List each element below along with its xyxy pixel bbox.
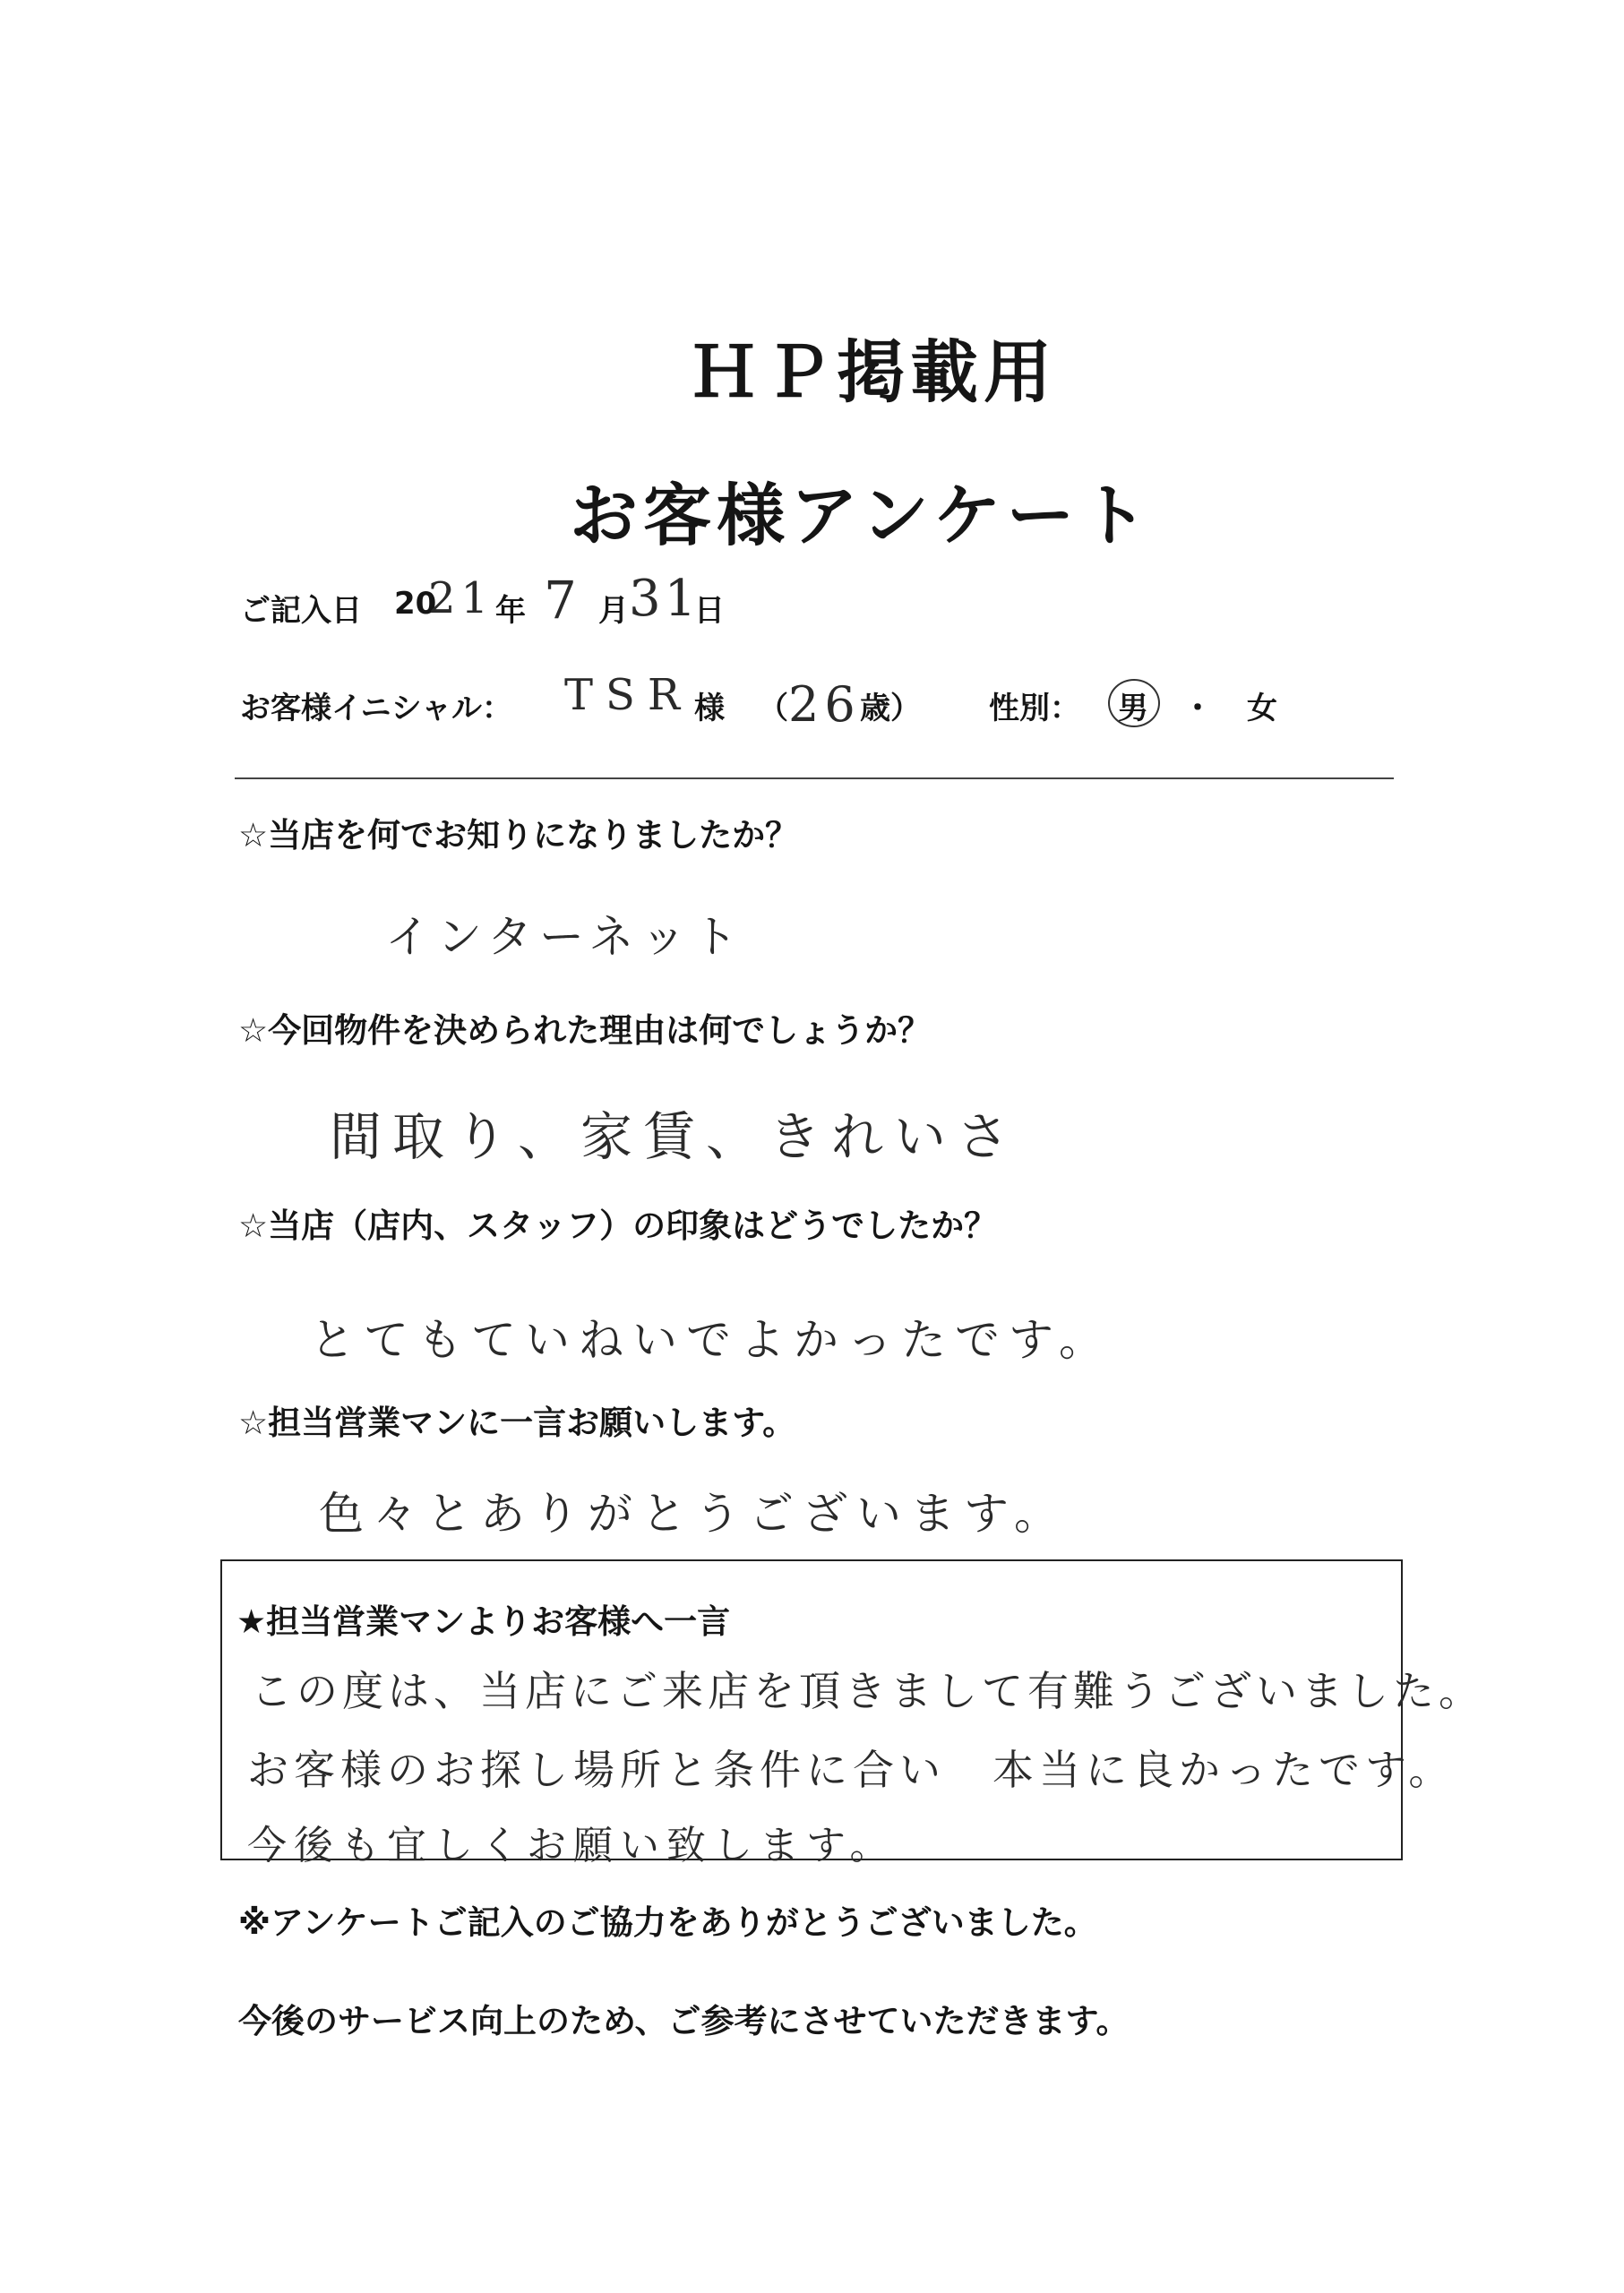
page-subtitle: お客様アンケート [570,476,1154,555]
gender-female: 女 [1247,691,1277,726]
question-3: ☆当店（店内、スタッフ）の印象はどうでしたか？ [238,1207,998,1245]
gender-male: 男 [1118,691,1148,726]
question-4: ☆担当営業マンに一言お願いします。 [238,1404,796,1442]
age-open-paren: （ [758,691,788,726]
answer-2-handwritten: 間取り、家賃、きれいさ [330,1106,1020,1167]
age-unit: 歳） [860,691,921,726]
initial-label: お客様イニシャル： [240,691,512,726]
date-day-unit: 日 [694,593,725,629]
answer-1-handwritten: インターネット [385,911,745,963]
date-label: ご記入日 [240,593,362,629]
answer-3-handwritten: とてもていねいでよかったです。 [310,1314,1113,1366]
staff-box-heading: ★担当営業マンよりお客様へ一言 [236,1602,731,1641]
answer-4-handwritten: 色々とありがとうございます。 [319,1488,1068,1540]
question-1: ☆当店を何でお知りになりましたか？ [238,816,799,855]
gender-separator: ・ [1182,691,1213,726]
sama-label: 様 [694,691,725,726]
date-day-handwritten: 31 [629,570,700,628]
staff-message-line-2: お客様のお探し場所と条件に合い 本当に良かったです。 [247,1746,1456,1794]
date-year-handwritten: 21 [428,573,494,623]
question-2: ☆今回物件を決められた理由は何でしょうか？ [238,1011,932,1050]
staff-message-line-1: この度は、当店にご来店を頂きまして有難うございました。 [251,1667,1484,1715]
footer-thanks: ※アンケートご記入のご協力をありがとうございました。 [238,1903,1097,1942]
date-year-unit: 年 [495,593,526,629]
initial-handwritten: TSR [564,670,693,720]
date-month-unit: 月 [598,593,629,629]
age-handwritten: 26 [788,676,861,733]
gender-label: 性別： [989,691,1080,726]
page-title: ＨＰ掲載用 [690,332,1057,412]
divider-line [235,777,1394,779]
date-year-prefix: 20 [394,586,437,622]
staff-message-line-3: 今後も宜しくお願い致します。 [247,1823,897,1868]
date-month-handwritten: 7 [544,570,586,631]
footer-note: 今後のサービス向上のため、ご参考にさせていただきます。 [238,2002,1130,2040]
